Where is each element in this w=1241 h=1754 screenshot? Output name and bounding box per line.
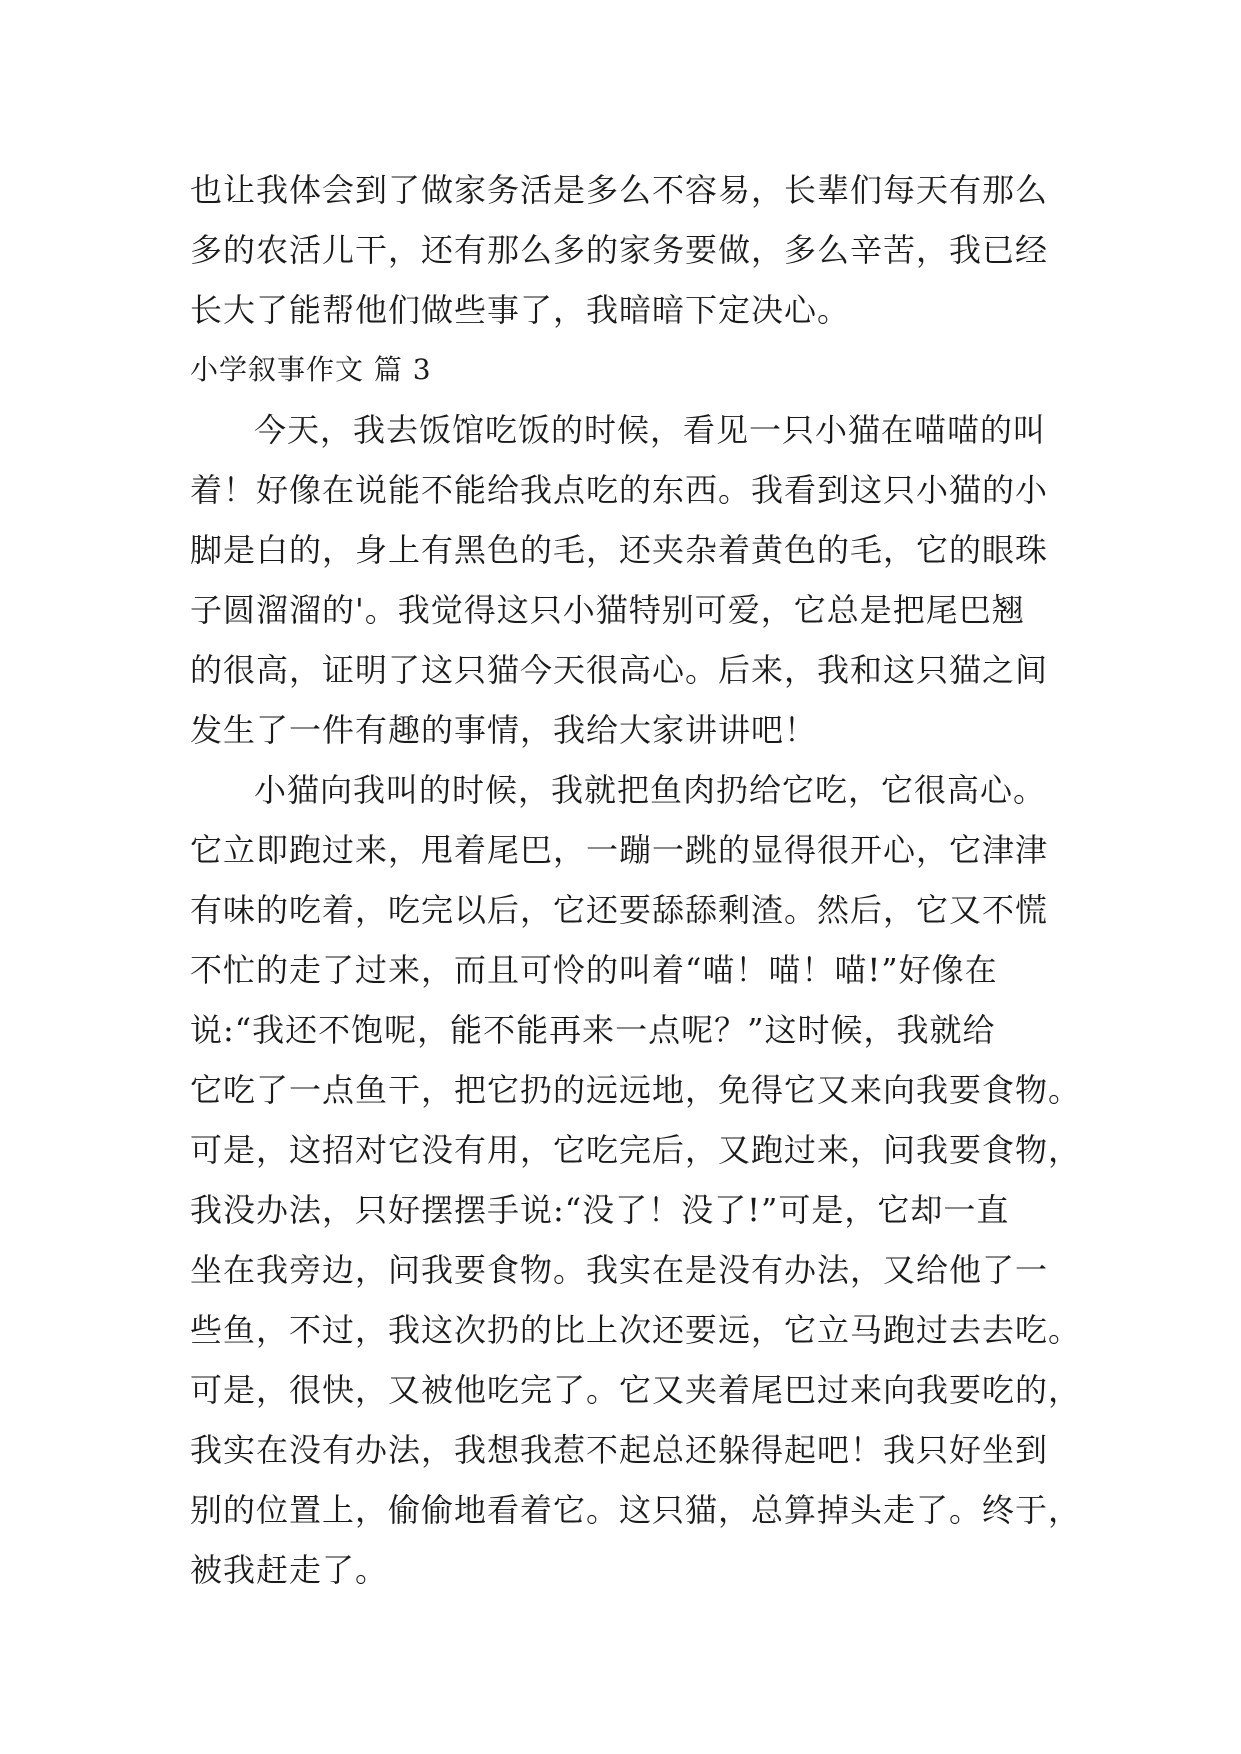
text-line: 别的位置上，偷偷地看着它。这只猫，总算掉头走了。终于，	[190, 1491, 1082, 1529]
text-line: 可是，这招对它没有用，它吃完后，又跑过来，问我要食物，	[190, 1131, 1082, 1169]
section-heading: 小学叙事作文 篇 3	[190, 353, 432, 386]
text-line: 发生了一件有趣的事情，我给大家讲讲吧！	[190, 711, 818, 749]
text-line: 也让我体会到了做家务活是多么不容易，长辈们每天有那么	[190, 171, 1049, 209]
text-line: 不忙的走了过来，而且可怜的叫着“喵！喵！喵!”好像在	[190, 951, 998, 989]
text-line: 我没办法，只好摆摆手说:“没了！没了!”可是，它却一直	[190, 1191, 1010, 1229]
text-line: 我实在没有办法，我想我惹不起总还躲得起吧！我只好坐到	[190, 1431, 1049, 1469]
text-line: 长大了能帮他们做些事了，我暗暗下定决心。	[190, 291, 851, 329]
text-line: 说:“我还不饱呢，能不能再来一点呢？”这时候，我就给	[190, 1011, 996, 1049]
text-line: 它立即跑过来，甩着尾巴，一蹦一跳的显得很开心，它津津	[190, 831, 1049, 869]
text-line: 被我赶走了。	[190, 1551, 389, 1589]
text-line: 可是，很快，又被他吃完了。它又夹着尾巴过来向我要吃的，	[190, 1371, 1082, 1409]
text-line: 的很高，证明了这只猫今天很高心。后来，我和这只猫之间	[190, 651, 1049, 689]
text-line: 子圆溜溜的'。我觉得这只小猫特别可爱，它总是把尾巴翘	[190, 591, 1025, 629]
text-line: 坐在我旁边，问我要食物。我实在是没有办法，又给他了一	[190, 1251, 1049, 1289]
text-line: 今天，我去饭馆吃饭的时候，看见一只小猫在喵喵的叫	[254, 411, 1047, 449]
text-line: 有味的吃着，吃完以后，它还要舔舔剩渣。然后，它又不慌	[190, 891, 1049, 929]
text-line: 小猫向我叫的时候，我就把鱼肉扔给它吃，它很高心。	[254, 771, 1047, 809]
document-body	[190, 160, 1082, 1600]
text-line: 着！好像在说能不能给我点吃的东西。我看到这只小猫的小	[190, 471, 1049, 509]
text-line: 脚是白的，身上有黑色的毛，还夹杂着黄色的毛，它的眼珠	[190, 531, 1049, 569]
text-line: 些鱼，不过，我这次扔的比上次还要远，它立马跑过去去吃。	[190, 1311, 1082, 1349]
text-line: 它吃了一点鱼干，把它扔的远远地，免得它又来向我要食物。	[190, 1071, 1082, 1109]
text-line: 多的农活儿干，还有那么多的家务要做，多么辛苦，我已经	[190, 231, 1049, 269]
